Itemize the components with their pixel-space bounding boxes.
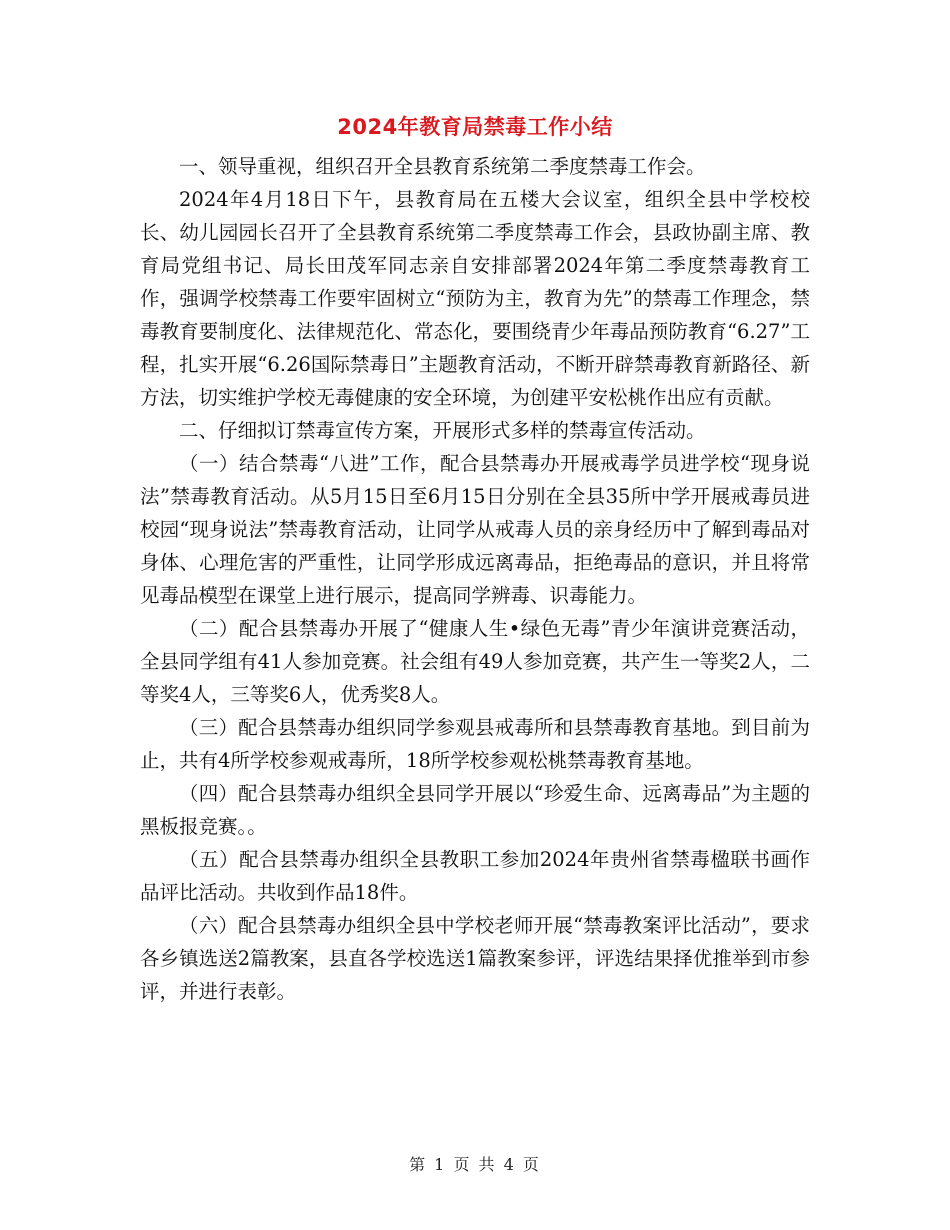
- section-heading-1: 一、领导重视，组织召开全县教育系统第二季度禁毒工作会。: [179, 155, 706, 178]
- paragraph: （四）配合县禁毒办组织全县同学开展以“珍爱生命、远离毒品”为主题的黑板报竞赛。。: [140, 782, 810, 838]
- paragraph: （三）配合县禁毒办组织同学参观县戒毒所和县禁毒教育基地。到目前为止，共有4所学校参观戒毒所，18所学校参观松桃禁毒教育基地。: [140, 716, 810, 772]
- paragraph: （五）配合县禁毒办组织全县教职工参加2024年贵州省禁毒楹联书画作品评比活动。共收到作品18件。: [140, 848, 810, 904]
- section-heading-2: 二、仔细拟订禁毒宣传方案，开展形式多样的禁毒宣传活动。: [179, 419, 706, 442]
- paragraph: 2024年4月18日下午，县教育局在五楼大会议室，组织全县中学校校长、幼儿园园长召开了全县教育系统第二季度禁毒工作会，县政协副主席、教育局党组书记、局长田茂军同志亲自安排部署2024年第二季度禁毒教育工作，强调学校禁毒工作要牢固树立“预防为主，教育为先”的禁毒工作理念，禁毒教育要制度化、法律规范化、常态化，要围绕青少年毒品预防教育“6.27”工程，扎实开展“6.26国际禁毒日”主题教育活动，不断开辟禁毒教育新路径、新方法，切实维护学校无毒健康的安全环境，为创建平安松桃作出应有贡献。: [140, 188, 810, 409]
- page-footer: 第 1 页 共 4 页: [409, 1155, 541, 1174]
- paragraph: （六）配合县禁毒办组织全县中学校老师开展“禁毒教案评比活动”，要求各乡镇选送2篇教案，县直各学校选送1篇教案参评，评选结果择优推举到市参评，并进行表彰。: [140, 914, 810, 1003]
- page-title: 2024年教育局禁毒工作小结: [337, 115, 613, 139]
- document-page: [140, 0, 810, 1230]
- document-body: [140, 150, 810, 1008]
- paragraph: （二）配合县禁毒办开展了“健康人生•绿色无毒”青少年演讲竞赛活动，全县同学组有41人参加竞赛。社会组有49人参加竞赛，共产生一等奖2人，二等奖4人，三等奖6人，优秀奖8人。: [140, 617, 810, 706]
- paragraph: （一）结合禁毒“八进”工作，配合县禁毒办开展戒毒学员进学校“现身说法”禁毒教育活动。从5月15日至6月15日分别在全县35所中学开展戒毒员进校园“现身说法”禁毒教育活动，让同学从戒毒人员的亲身经历中了解到毒品对身体、心理危害的严重性，让同学形成远离毒品，拒绝毒品的意识，并且将常见毒品模型在课堂上进行展示，提高同学辨毒、识毒能力。: [140, 452, 810, 607]
